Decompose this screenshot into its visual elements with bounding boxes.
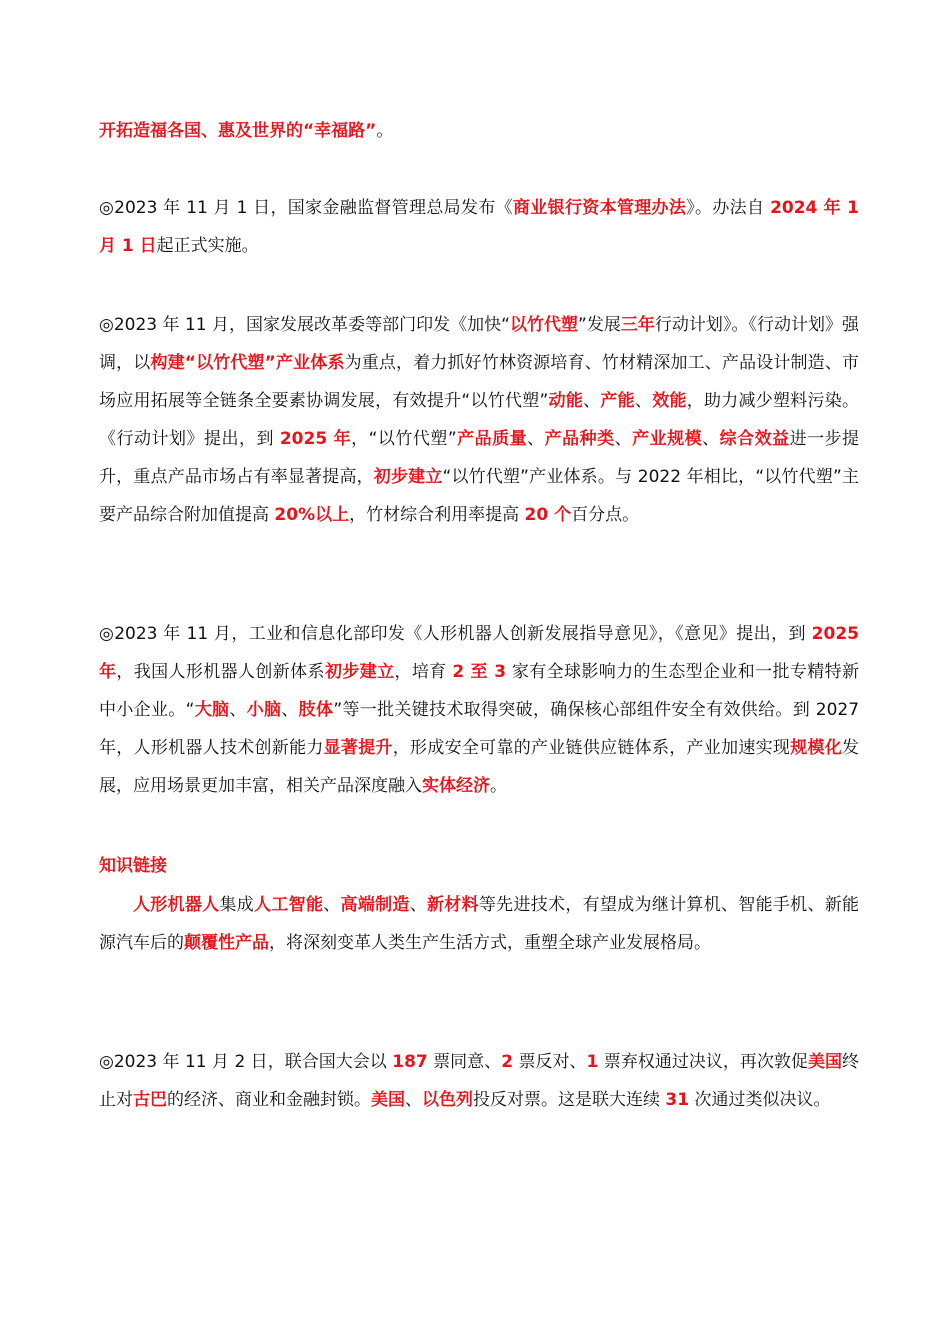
highlight-text: 2 至 3 [452,662,507,682]
plain-text: ，形成安全可靠的产业链供应链体系，产业加速实现 [392,738,791,758]
plain-text: ，竹材综合利用率提高 [349,505,525,525]
highlight-text: 2025 年 [279,429,352,449]
plain-text: 投反对票。这是联大连续 [473,1090,666,1110]
highlight-text: 2 [501,1052,514,1072]
highlight-text: 31 [665,1090,690,1110]
plain-text: ，将深刻变革人类生产生活方式，重塑全球产业发展格局。 [269,933,711,953]
highlight-text: 1 [586,1052,599,1072]
highlight-text: 颠覆性产品 [184,933,269,953]
highlight-text: 规模化 [790,738,843,758]
highlight-text: 2024 年 1 月 1 日 [99,198,860,256]
plain-text: 等先进技术，有望成为继计算机、智能手机、新能源汽车后的 [99,895,860,953]
plain-text: ，助力减少塑料污染。《行动计划》提出，到 [99,391,860,449]
plain-text: 、 [281,700,299,720]
highlight-text: 肢体 [298,700,334,720]
plain-text: ◎2023 年 11 月 2 日，联合国大会以 [99,1052,393,1072]
highlight-text: 以竹代塑 [509,315,579,335]
highlight-text: 显著提升 [323,738,393,758]
highlight-text: 效能 [652,391,687,411]
plain-text: ，培育 [394,662,453,682]
plain-text: ◎2023 年 11 月，工业和信息化部印发《人形机器人创新发展指导意见》，《意见》提出，到 [99,624,812,644]
plain-text: 行动计划》。《行动计划》强调，以 [99,315,860,373]
plain-text: 家有全球影响力的生态型企业和一批专精特新中小企业。“ [99,662,860,720]
highlight-text: 大脑 [194,700,230,720]
highlight-text: 以色列 [422,1090,473,1110]
plain-text: 。 [490,776,507,796]
plain-text: 终止对 [99,1052,860,1110]
plain-text: ”等一批关键技术取得突破，确保核心部组件安全有效供给。到 2027 年，人形机器人技术创新能力 [99,700,860,758]
plain-text: 。 [376,121,394,141]
plain-text: 、 [405,1090,422,1110]
plain-text: ，我国人形机器人创新体系 [116,662,325,682]
plain-text: 百分点。 [571,505,640,525]
highlight-text: 产业规模 [632,429,703,449]
highlight-text: 2025 年 [99,624,859,682]
highlight-text: 美国 [808,1052,843,1072]
highlight-text: 高端制造 [340,895,410,915]
highlight-text: 美国 [371,1090,405,1110]
plain-text: 、 [702,429,720,449]
plain-text: 、 [614,429,633,449]
highlight-text: 人工智能 [254,895,324,915]
paragraph-belt-road-fragment [99,112,859,150]
highlight-text: 古巴 [133,1090,167,1110]
knowledge-link-heading: 知识链接 [99,856,167,876]
paragraph-bamboo-plan [99,306,859,534]
plain-text: 的经济、商业和金融封锁。 [167,1090,371,1110]
paragraph-humanoid-robot-guidance [99,615,859,805]
plain-text: 、 [634,391,653,411]
highlight-text: 产能 [600,391,635,411]
plain-text: ◎2023 年 11 月，国家发展改革委等部门印发《加快“ [99,315,510,335]
plain-text: 票同意、 [427,1052,502,1072]
highlight-text: 产品质量 [456,429,528,449]
highlight-text: 新材料 [427,895,479,915]
highlight-text: 初步建立 [324,662,395,682]
plain-text: 、 [409,895,427,915]
plain-text: 、 [229,700,247,720]
plain-text: “以竹代塑”产业体系。与 2022 年相比，“以竹代塑”主要产品综合附加值提高 [99,467,859,525]
highlight-text: 187 [392,1052,428,1072]
plain-text: ◎2023 年 11 月 1 日，国家金融监督管理总局发布《 [99,198,513,218]
plain-text: 票弃权通过决议，再次敦促 [598,1052,808,1072]
plain-text: ”发展 [578,315,621,335]
plain-text: 集成 [219,895,255,915]
highlight-text: 20 个 [524,505,572,525]
highlight-text: 初步建立 [373,467,443,487]
plain-text: 票反对、 [513,1052,587,1072]
plain-text: 为重点，着力抓好竹林资源培育、竹材精深加工、产品设计制造、市场应用拓展等全链条全要素协调发展，有效提升“以竹代塑” [99,353,859,411]
plain-text: 、 [527,429,545,449]
plain-text: 起正式实施。 [156,236,259,256]
highlight-text: 商业银行资本管理办法 [512,198,687,218]
highlight-text: 开拓造福各国、惠及世界的“幸福路” [99,121,377,141]
highlight-text: 产品种类 [544,429,615,449]
paragraph-un-cuba-resolution [99,1043,859,1119]
plain-text: 、 [323,895,341,915]
plain-text: 、 [583,391,601,411]
highlight-text: 人形机器人 [133,895,220,915]
highlight-text: 动能 [548,391,584,411]
highlight-text: 实体经济 [422,776,490,796]
paragraph-knowledge-link [99,886,859,962]
paragraph-bank-capital-rules [99,189,859,265]
highlight-text: 三年 [620,315,655,335]
highlight-text: 构建“以竹代塑”产业体系 [150,353,345,373]
highlight-text: 综合效益 [719,429,790,449]
plain-text: ，“以竹代塑” [351,429,457,449]
plain-text: 发展，应用场景更加丰富，相关产品深度融入 [99,738,860,796]
highlight-text: 20%以上 [274,505,350,525]
plain-text: 次通过类似决议。 [689,1090,831,1110]
plain-text: 进一步提升，重点产品市场占有率显著提高， [99,429,860,487]
highlight-text: 小脑 [246,700,282,720]
plain-text: 》。办法自 [686,198,771,218]
